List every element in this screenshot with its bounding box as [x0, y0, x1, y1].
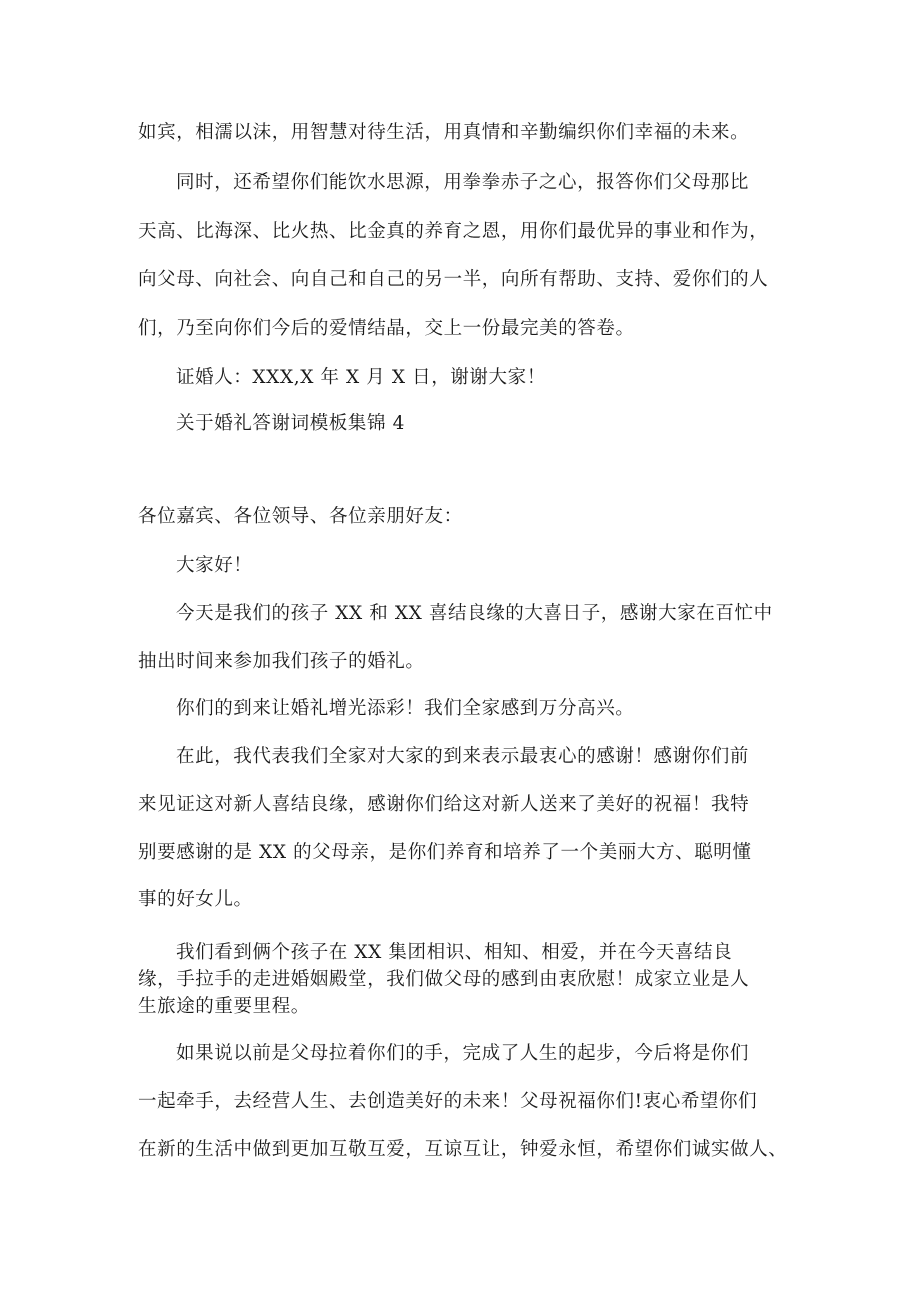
paragraph-line: 向父母、向社会、向自己和自己的另一半，向所有帮助、支持、爱你们的人 — [138, 269, 769, 290]
paragraph-line: 如果说以前是父母拉着你们的手，完成了人生的起步，今后将是你们 — [176, 1043, 750, 1064]
paragraph-line: 来见证这对新人喜结良缘，感谢你们给这对新人送来了美好的祝福！我特 — [138, 794, 750, 815]
paragraph-line: 我们看到俩个孩子在 XX 集团相识、相知、相爱，并在今天喜结良 — [176, 942, 733, 963]
paragraph-line: 抽出时间来参加我们孩子的婚礼。 — [138, 651, 425, 672]
greeting: 大家好！ — [176, 555, 253, 576]
paragraph-line: 在此，我代表我们全家对大家的到来表示最衷心的感谢！感谢你们前 — [176, 746, 750, 767]
paragraph-line: 如宾，相濡以沫，用智慧对待生活，用真情和辛勤编织你们幸福的未来。 — [138, 122, 750, 143]
signature-line: 证婚人：XXX,X 年 X 月 X 日，谢谢大家！ — [176, 367, 546, 388]
paragraph-line: 生旅途的重要里程。 — [138, 996, 310, 1017]
section-heading: 关于婚礼答谢词模板集锦 4 — [176, 413, 405, 434]
paragraph-line: 们，乃至向你们今后的爱情结晶，交上一份最完美的答卷。 — [138, 318, 635, 339]
salutation: 各位嘉宾、各位领导、各位亲朋好友： — [138, 506, 463, 527]
paragraph-line: 今天是我们的孩子 XX 和 XX 喜结良缘的大喜日子，感谢大家在百忙中 — [176, 603, 773, 624]
paragraph-line: 事的好女儿。 — [138, 889, 253, 910]
paragraph-line: 一起牵手，去经营人生、去创造美好的未来！父母祝福你们!衷心希望你们 — [138, 1091, 758, 1112]
paragraph-line: 同时，还希望你们能饮水思源，用拳拳赤子之心，报答你们父母那比 — [176, 172, 750, 193]
paragraph-line: 别要感谢的是 XX 的父母亲，是你们养育和培养了一个美丽大方、聪明懂 — [138, 842, 752, 863]
paragraph-line: 天高、比海深、比火热、比金真的养育之恩，用你们最优异的事业和作为， — [138, 221, 769, 242]
paragraph-line: 你们的到来让婚礼增光添彩！我们全家感到万分高兴。 — [176, 698, 635, 719]
paragraph-line: 在新的生活中做到更加互敬互爱，互谅互让，钟爱永恒，希望你们诚实做人、 — [138, 1139, 788, 1160]
paragraph-line: 缘，手拉手的走进婚姻殿堂，我们做父母的感到由衷欣慰！成家立业是人 — [138, 969, 750, 990]
